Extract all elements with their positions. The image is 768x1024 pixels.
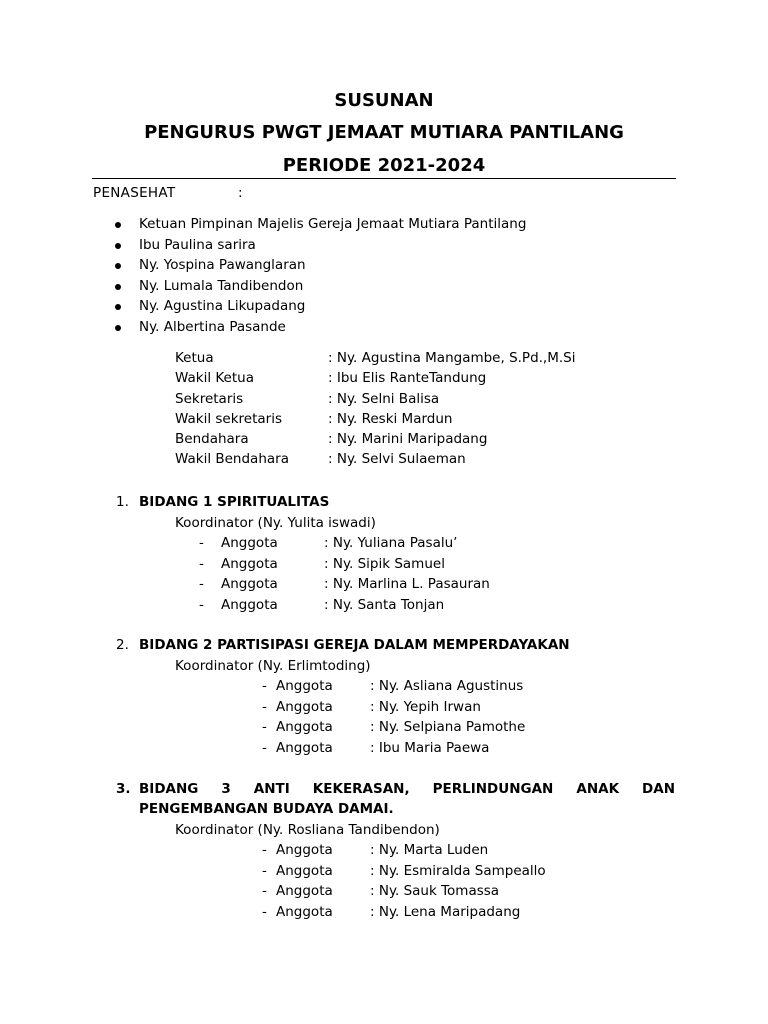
bidang-3-title-line1: BIDANG 3 ANTI KEKERASAN, PERLINDUNGAN ANAK DAN	[139, 781, 675, 797]
bidang-1-koordinator: Koordinator (Ny. Yulita iswadi)	[175, 515, 376, 531]
penasehat-label: PENASEHAT	[93, 185, 176, 201]
bidang-2-title: BIDANG 2 PARTISIPASI GEREJA DALAM MEMPERDAYAKAN	[139, 637, 570, 653]
list-item: Ibu Paulina sarira	[115, 237, 526, 258]
bidang-3-number: 3.	[116, 781, 131, 797]
bullet-icon	[115, 325, 121, 331]
list-item: Ny. Albertina Pasande	[115, 319, 526, 340]
bidang-3-koordinator: Koordinator (Ny. Rosliana Tandibendon)	[175, 822, 440, 838]
bullet-icon	[115, 222, 121, 228]
bullet-icon	[115, 304, 121, 310]
list-item: Ny. Yospina Pawanglaran	[115, 257, 526, 278]
bidang-2-koordinator: Koordinator (Ny. Erlimtoding)	[175, 658, 371, 674]
penasehat-colon: :	[238, 185, 243, 201]
document-page: SUSUNAN PENGURUS PWGT JEMAAT MUTIARA PANTILANG PERIODE 2021-2024 PENASEHAT : Ketuan Pimpinan Majelis Gereja Jemaat Mutiara Pantilang Ibu Paulina sarira Ny. Yospina Pawanglaran Ny. Lumala Tandibendon Ny. Agustina Likupadang Ny. Albertina Pasande Ketua : Ny. Agustina Mangambe, S.Pd.,M.Si Wakil Ketua : Ibu Elis RanteTandung Sekretaris : Ny. Selni Balisa Wakil sekretaris : Ny. Reski Mardun Bendahara : Ny. Marini Maripadang Wakil Bendahara : Ny. Selvi Sulaeman 1. BIDANG 1 SPIRITUALITAS Koordinator (Ny. Yulita iswadi) - Anggota : Ny. Yuliana Pasalu’ - Anggota : Ny. Sipik Samuel - Anggota : Ny. Marlina L. Pasauran - Anggota : Ny. Santa Tonjan 2. BIDANG 2 PARTISIPASI GEREJA DALAM MEMPERDAYAKAN Koordinator (Ny. Erlimtoding) - Anggota : Ny. Asliana Agustinus - Anggota : Ny. Yepih Irwan - Anggota : Ny. Selpiana Pamothe - Anggota : Ibu Maria Paewa 3. BIDANG 3 ANTI KEKERASAN, PERLINDUNGAN ANAK DAN PENGEMBANGAN BUDAYA DAMAI. Koordinator (Ny. Rosliana Tandibendon) - Anggota : Ny. Marta Luden - Anggota : Ny. Esmiralda Sampeallo - Anggota : Ny. Sauk Tomassa - Anggota : Ny. Lena Maripadang	[0, 0, 768, 1024]
document-title: SUSUNAN	[334, 90, 434, 111]
bidang-3-title-line2: PENGEMBANGAN BUDAYA DAMAI.	[139, 801, 394, 817]
list-item: Ketuan Pimpinan Majelis Gereja Jemaat Mutiara Pantilang	[115, 216, 526, 237]
document-subtitle: PENGURUS PWGT JEMAAT MUTIARA PANTILANG	[144, 122, 624, 143]
bidang-1-title: BIDANG 1 SPIRITUALITAS	[139, 494, 330, 510]
bullet-icon	[115, 284, 121, 290]
header-divider	[92, 178, 676, 179]
document-period: PERIODE 2021-2024	[282, 155, 486, 176]
bidang-1-number: 1.	[116, 494, 129, 510]
penasehat-list	[115, 216, 526, 339]
list-item: Ny. Lumala Tandibendon	[115, 278, 526, 299]
bidang-2-number: 2.	[116, 637, 129, 653]
bullet-icon	[115, 263, 121, 269]
list-item: Ny. Agustina Likupadang	[115, 298, 526, 319]
bullet-icon	[115, 243, 121, 249]
